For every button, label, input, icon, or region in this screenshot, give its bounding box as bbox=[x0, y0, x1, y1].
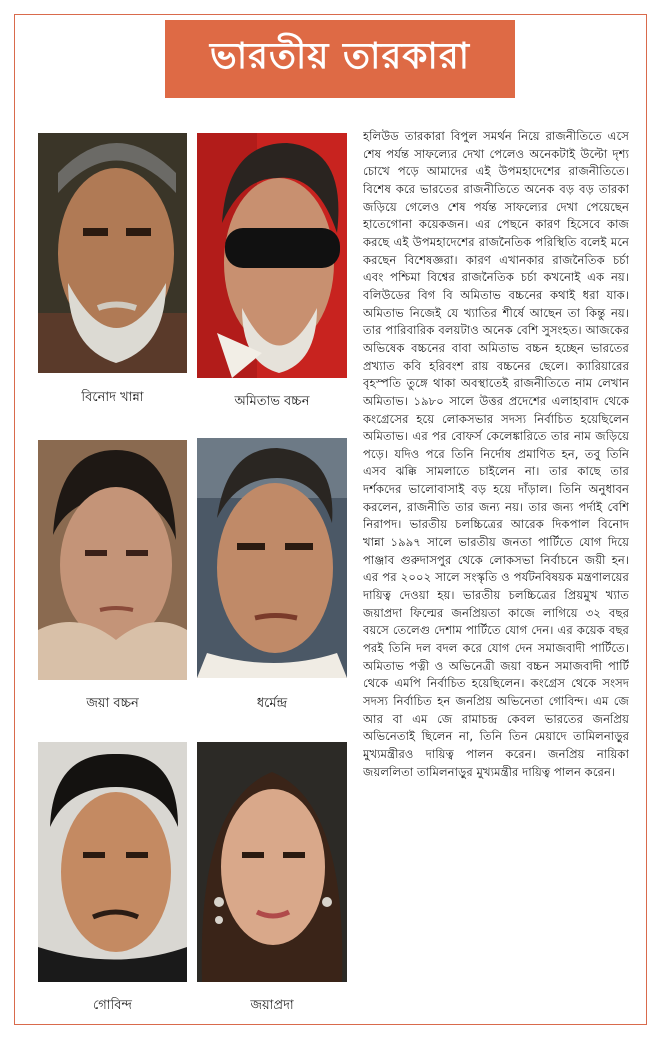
caption-govinda: গোবিন্দ bbox=[93, 998, 132, 1013]
photo-govinda bbox=[38, 742, 187, 982]
photo-dharmendra bbox=[197, 438, 347, 678]
caption-jaya-bachchan: জয়া বচ্চন bbox=[86, 696, 139, 711]
caption-dharmendra: ধর্মেন্দ্র bbox=[256, 696, 288, 711]
photo-jaya-bachchan bbox=[38, 440, 187, 680]
photo-amitabh-bachchan bbox=[197, 133, 347, 378]
caption-vinod-khanna: বিনোদ খান্না bbox=[81, 390, 144, 405]
photo-vinod-khanna bbox=[38, 133, 187, 373]
caption-amitabh-bachchan: অমিতাভ বচ্চন bbox=[234, 394, 310, 409]
photo-jaya-prada bbox=[197, 742, 347, 982]
page-title: ভারতীয় তারকারা bbox=[165, 20, 515, 98]
caption-jaya-prada: জয়াপ্রদা bbox=[250, 998, 294, 1013]
article-body: হলিউড তারকারা বিপুল সমর্থন নিয়ে রাজনীতিতে এসে শেষ পর্যন্ত সাফল্যের দেখা পেলেও অনেকটাই উল্টো দৃশ্য চোখে পড়ে আমাদের এই উপমহাদেশের রাজনীতিতে। বিশেষ করে ভারতের রাজনীতিতে অনেক বড় বড় তারকা জড়িয়ে গেলেও শেষ পর্যন্ত সাফল্যের দেখা পেয়েছেন হাতেগোনা কয়েকজন। এর পেছনে কারণ হিসেবে কাজ করছে এই উপমহাদেশের রাজনৈতিক পরিস্থিতি বলেই মনে করছেন বিশেষজ্ঞরা। কারণ এখানকার রাজনৈতিক চর্চা এবং পশ্চিমা বিশ্বের রাজনৈতিক চর্চা কখনোই এক নয়। বলিউডের বিগ বি অমিতাভ বচ্চনের কথাই ধরা যাক। অমিতাভ নিজেই যে খ্যাতির শীর্ষে আছেন তা কিন্তু নয়। তার পারিবারিক বলয়টাও অনেক বেশি সুসংহত। আজকের অভিষেক বচ্চনের বাবা অমিতাভ বচ্চন হচ্ছেন ভারতের প্রখ্যাত কবি হরিবংশ রায় বচ্চনের ছেলে। ক্যারিয়ারের বৃহস্পতি তুঙ্গে থাকা অবস্থাতেই রাজনীতিতে নাম লেখান অমিতাভ। ১৯৮০ সালে উত্তর প্রদেশের এলাহাবাদ থেকে কংগ্রেসের হয়ে লোকসভার সদস্য নির্বাচিত হয়েছিলেন অমিতাভ। এর পর বোফর্স কেলেঙ্কারিতে তার নাম জড়িয়ে পড়ে। যদিও পরে তিনি নির্দোষ প্রমাণিত হন, তবু তিনি এসব ঝক্কি সামলাতে চাইলেন না। তার কাছে তার দর্শকদের ভালোবাসাই বড় হয়ে দাঁড়াল। তিনি অনুধাবন করলেন, রাজনীতি তার জন্য নয়। তার জন্য পর্দাই বেশি নিরাপদ। ভারতীয় চলচ্চিত্রের আরেক দিকপাল বিনোদ খান্না ১৯৯৭ সালে ভারতীয় জনতা পার্টিতে যোগ দিয়ে পাঞ্জাব গুরুদাসপুর থেকে লোকসভা নির্বাচনে জয়ী হন। এর পর ২০০২ সালে সংস্কৃতি ও পর্যটনবিষয়ক মন্ত্রণালয়ের দায়িত্ব দেওয়া হয়। ভারতীয় চলচ্চিত্রের প্রিয়মুখ খ্যাত জয়াপ্রদা ফিল্মের জনপ্রিয়তা কাজে লাগিয়ে ৩২ বছর বয়সে তেলেগু দেশাম পার্টিতে যোগ দেন। এর কয়েক বছর পরই তিনি দল বদল করে যোগ দেন সমাজবাদী পার্টিতে। অমিতাভ পত্নী ও অভিনেত্রী জয়া বচ্চন সমাজবাদী পার্টি থেকে এমপি নির্বাচিত হয়েছিলেন। কংগ্রেস থেকে সংসদ সদস্য নির্বাচিত হন জনপ্রিয় অভিনেতা গোবিন্দ। এম জে আর বা এম জে রামাচন্দ্র কেবল ভারতের জনপ্রিয় অভিনেতাই ছিলেন না, তিনি তিন মেয়াদে তামিলনাড়ুর মুখ্যমন্ত্রীরও দায়িত্ব পালন করেন। জনপ্রিয় নায়িকা জয়ললিতা তামিলনাড়ুর মুখ্যমন্ত্রীর দায়িত্ব পালন করেন। bbox=[363, 129, 629, 779]
